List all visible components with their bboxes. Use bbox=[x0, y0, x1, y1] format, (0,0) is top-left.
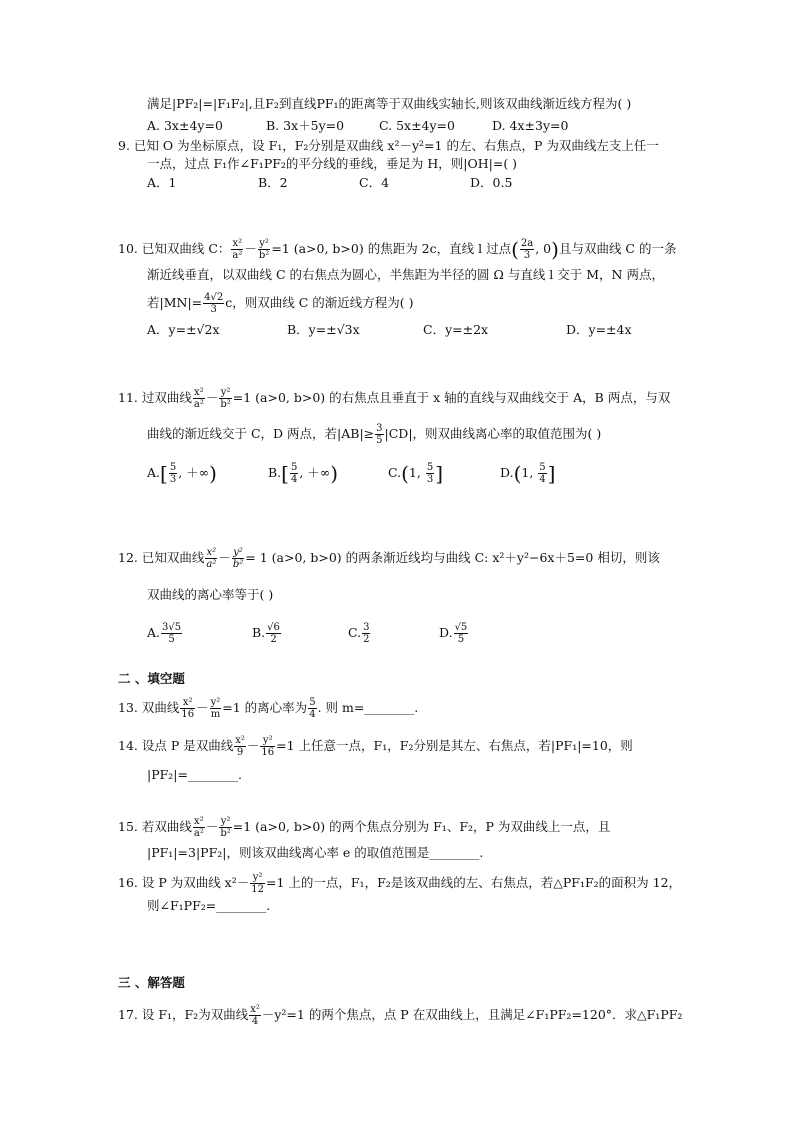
q14-line2: |PF₂|=________. bbox=[147, 767, 242, 782]
q8-option-a: A. 3x±4y=0 bbox=[147, 118, 223, 133]
q11-frac-y2b2: $\frac{\text{y²}}{\text{b²}}$ bbox=[220, 387, 231, 410]
section-solution-heading: 三 、解答题 bbox=[118, 975, 185, 990]
q12-option-c: C. $\frac{3}{2}$ bbox=[348, 622, 370, 645]
q12-option-d: D. $\frac{√5}{5}$ bbox=[439, 622, 468, 645]
q11-frac-3-5: $\frac{3}{5}$ bbox=[376, 423, 383, 446]
q12-frac-x2a2: $\frac{\text{x²}}{\text{a²}}$ bbox=[206, 547, 217, 570]
q17-line: 17. 设 F₁，F₂为双曲线 $\frac{\text{x²}}{4}$ －y²=1 的两个焦点，点 P 在双曲线上，且满足∠F₁PF₂=120°．求△F₁PF₂ bbox=[118, 1004, 683, 1027]
q10-frac-x2a2: $\frac{\text{x²}}{\text{a²}}$ bbox=[232, 238, 243, 261]
q11-option-a: A.[ $\frac{5}{3}$ , ＋∞) bbox=[147, 461, 217, 486]
q12-frac-y2b2: $\frac{\text{y²}}{\text{b²}}$ bbox=[232, 547, 244, 570]
q10-frac-2a3: $\frac{2a}{3}$ bbox=[520, 238, 534, 261]
section-fill-in-blank-heading: 二 、填空题 bbox=[118, 671, 185, 686]
q9-option-c: C．4 bbox=[359, 175, 390, 190]
q12-option-a: A. $\frac{3√5}{5}$ bbox=[147, 622, 182, 645]
q13-line: 13. 双曲线 $\frac{\text{x²}}{16}$ － $\frac{\text{y²}}{m}$ =1 的离心率为 $\frac{5}{4}$ . 则 m=________. bbox=[118, 697, 419, 720]
q10-option-d: D．y=±4x bbox=[566, 322, 632, 337]
q15-line1: 15. 若双曲线 $\frac{\text{x²}}{\text{a²}}$ － $\frac{\text{y²}}{\text{b²}}$ =1 (a>0, b>0) 的两个焦点分别为 F₁、F₂，P 为双曲线上一点，且 bbox=[118, 816, 611, 839]
q8-text: 满足|PF₂|=|F₁F₂|,且F₂到直线PF₁的距离等于双曲线实轴长,则该双曲线渐近线方程为( ) bbox=[147, 96, 632, 111]
q15-line2: |PF₁|=3|PF₂|，则该双曲线离心率 e 的取值范围是________. bbox=[147, 845, 484, 860]
q11-option-b: B.[ $\frac{5}{4}$ , ＋∞) bbox=[268, 461, 339, 486]
q8-option-c: C. 5x±4y=0 bbox=[379, 118, 455, 133]
q10-frac-y2b2: $\frac{\text{y²}}{\text{b²}}$ bbox=[258, 238, 270, 261]
q9-option-d: D．0.5 bbox=[470, 175, 513, 190]
q10-line3: 若|MN|= $\frac{4√2}{3}$ c，则双曲线 C 的渐近线方程为( ) bbox=[147, 292, 414, 315]
q12-line1: 12. 已知双曲线 $\frac{\text{x²}}{\text{a²}}$ － $\frac{\text{y²}}{\text{b²}}$ = 1 (a>0, b>0) 的两条渐近线均与曲线 C: x²＋y²−6x＋5=0 相切，则该 bbox=[118, 547, 660, 570]
q9-option-a: A．1 bbox=[147, 175, 177, 190]
q8-option-b: B. 3x＋5y=0 bbox=[266, 118, 345, 133]
q10-option-a: A．y=±√2x bbox=[147, 322, 220, 337]
q10-option-b: B．y=±√3x bbox=[287, 322, 360, 337]
q14-line1: 14. 设点 P 是双曲线 $\frac{\text{x²}}{9}$ － $\frac{\text{y²}}{16}$ =1 上任意一点，F₁，F₂分别是其左、右焦点，若|PF₁|=10，则 bbox=[118, 735, 633, 758]
q16-line1: 16. 设 P 为双曲线 x²－ $\frac{\text{y²}}{12}$ =1 上的一点，F₁，F₂是该双曲线的左、右焦点，若△PF₁F₂的面积为 12， bbox=[118, 872, 682, 895]
q9-option-b: B．2 bbox=[258, 175, 288, 190]
q9-line2: 一点，过点 F₁作∠F₁PF₂的平分线的垂线，垂足为 H，则|OH|=( ) bbox=[147, 156, 518, 171]
q11-option-c: C.(1, $\frac{5}{3}$ ] bbox=[388, 461, 443, 486]
q11-option-d: D.(1, $\frac{5}{4}$ ] bbox=[500, 461, 556, 486]
q9-line1: 9. 已知 O 为坐标原点，设 F₁，F₂分别是双曲线 x²－y²=1 的左、右焦点，P 为双曲线左支上任一 bbox=[118, 138, 659, 153]
q8-option-d: D. 4x±3y=0 bbox=[492, 118, 569, 133]
q11-line2: 曲线的渐近线交于 C，D 两点，若|AB|≥ $\frac{3}{5}$ |CD|，则双曲线离心率的取值范围为( ) bbox=[147, 423, 602, 446]
q10-option-c: C．y=±2x bbox=[423, 322, 489, 337]
q11-frac-x2a2: $\frac{\text{x²}}{\text{a²}}$ bbox=[193, 387, 204, 410]
q10-line2: 渐近线垂直，以双曲线 C 的右焦点为圆心，半焦距为半径的圆 Ω 与直线 l 交于 M，N 两点， bbox=[147, 267, 664, 282]
q12-option-b: B. $\frac{√6}{2}$ bbox=[252, 622, 280, 645]
q11-line1: 11. 过双曲线 $\frac{\text{x²}}{\text{a²}}$ － $\frac{\text{y²}}{\text{b²}}$ =1 (a>0, b>0) 的右焦点且垂直于 x 轴的直线与双曲线交于 A，B 两点，与双 bbox=[118, 387, 671, 410]
q12-line2: 双曲线的离心率等于( ) bbox=[147, 587, 274, 602]
q16-line2: 则∠F₁PF₂=________. bbox=[147, 898, 271, 913]
q10-line1: 10. 已知双曲线 C： $\frac{\text{x²}}{\text{a²}}$ － $\frac{\text{y²}}{\text{b²}}$ =1 (a>0, b>0) 的焦距为 2c，直线 l 过点( $\frac{2a}{3}$ , 0)且与双曲线 C 的一条 bbox=[118, 237, 677, 262]
q10-frac-4root2: $\frac{4√2}{3}$ bbox=[204, 292, 224, 315]
